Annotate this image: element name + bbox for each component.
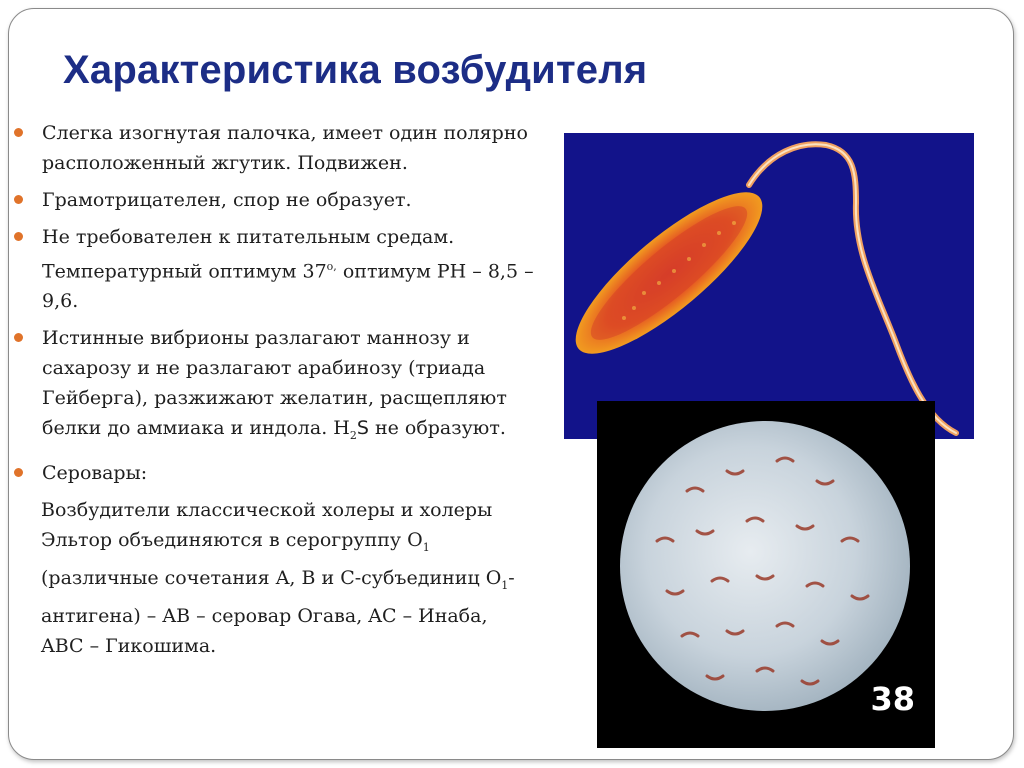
bullet-item <box>10 185 535 215</box>
bullet-item <box>10 118 535 178</box>
bullet-text: Грамотрицателен, спор не образует. <box>42 189 412 211</box>
slide-content <box>10 118 535 661</box>
bullet-text: Серовары: <box>42 462 148 485</box>
bullet-text-continued: не образуют. <box>368 417 506 440</box>
subscript-1: 1 <box>422 540 430 554</box>
bullet-dot <box>14 195 23 204</box>
slide-title: Характеристика возбудителя <box>63 48 648 92</box>
vibrio-microscope-field <box>597 401 935 748</box>
degree-mark: о, <box>326 260 337 273</box>
paragraph-text: - антигена) – AB – серовар Огава, AC – Инаба, ABC – Гикошима. <box>41 566 515 657</box>
bullet-text-continued: оптимум PH – 8,5 – 9,6. <box>42 260 534 313</box>
bullet-text: Слегка изогнутая палочка, имеет один полярно расположенный жгутик. Подвижен. <box>42 122 528 174</box>
bullet-item <box>10 458 535 488</box>
bullet-dot <box>14 468 23 477</box>
figure-number: 38 <box>870 680 915 718</box>
paragraph-text: Возбудители классической холеры и холеры Эльтор объединяются в серогруппу O <box>41 499 493 552</box>
bullet-text: Не требователен к питательным средам. Температурный оптимум 37 <box>42 226 455 283</box>
subscript-2: 2 <box>349 429 357 443</box>
serovar-paragraph <box>10 495 535 661</box>
bullet-dot <box>14 128 23 137</box>
vibrio-flagellum-micrograph <box>564 133 974 439</box>
bullet-dot <box>14 232 23 241</box>
bullet-text: Истинные вибрионы разлагают маннозу и сахарозу и не разлагают арабинозу (триада Гейберга), разжижают желатин, расщепляют белки до аммиака и индола. H <box>42 327 507 440</box>
sulfur-letter: S <box>356 417 369 440</box>
subscript-1: 1 <box>501 578 509 592</box>
paragraph-text: (различные сочетания A, B и C-субъединиц O <box>41 566 502 589</box>
bacterium-illustration <box>564 133 974 439</box>
bullet-dot <box>14 333 23 342</box>
bullet-item <box>10 323 535 451</box>
bullet-item <box>10 222 535 316</box>
